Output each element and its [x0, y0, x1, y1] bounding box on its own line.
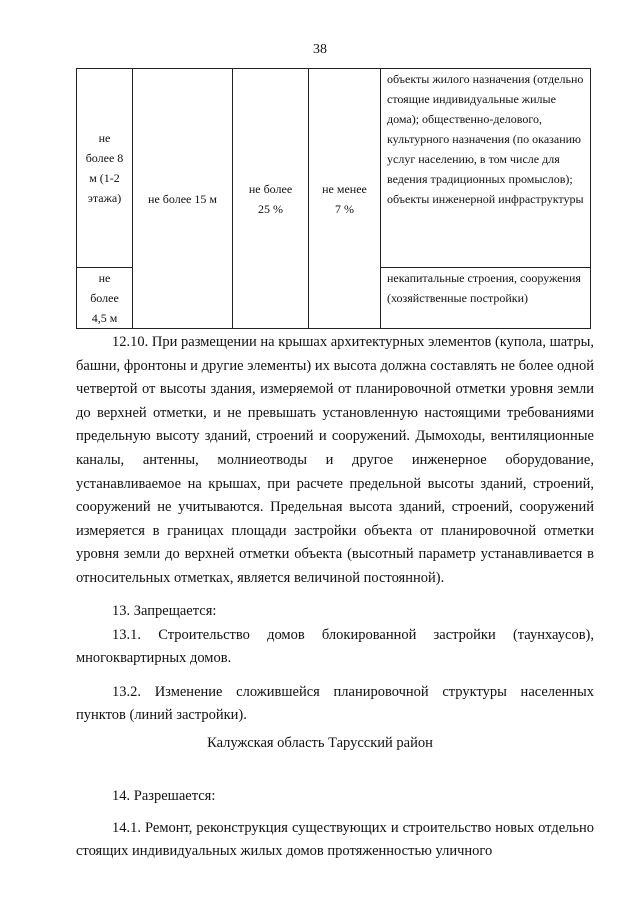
paragraph-14-1: 14.1. Ремонт, реконструкция существующих и строительство новых отдельно стоящих индивидуальных жилых домов протяженностью уличного	[76, 819, 594, 860]
requirements-table	[76, 68, 591, 329]
paragraph-12-10-block	[76, 331, 594, 591]
page-number: 38	[313, 42, 327, 57]
height-cell: не более 15 м	[133, 69, 233, 329]
section-heading: Калужская область Тарусский район	[207, 735, 433, 751]
floors-cell: не более 4,5 м	[77, 268, 133, 329]
floors-cell: не более 8 м (1-2 этажа)	[77, 69, 133, 268]
paragraph-13-2: 13.2. Изменение сложившейся планировочной структуры населенных пунктов (линий застройки).	[76, 683, 594, 724]
uses-cell: объекты жилого назначения (отдельно стоящие индивидуальные жилые дома); общественно-делового, культурного назначения (по оказанию услуг населению, в том числе для ведения традиционных промыслов); объекты инженерной инфраструктуры	[381, 69, 591, 268]
paragraph-12-10: 12.10. При размещении на крышах архитектурных элементов (купола, шатры, башни, фронтоны и другие элементы) их высота должна составлять не более одной четвертой от высоты здания, измеряемой от планировочной отметки уровня земли до верхней отметки, и не превышать установленную настоящими требованиями предельную высоту зданий, строений и сооружений. Дымоходы, вентиляционные каналы, антенны, молниеотводы и другое инженерное оборудование, устанавливаемое на крышах, при расчете предельной высоты зданий, строений, сооружений не учитываются. Предельная высота зданий, строений, сооружений измеряется в границах площади застройки объекта от планировочной отметки уровня земли до верхней отметки объекта (высотный параметр устанавливается в относительных отметках, является величиной постоянной).	[76, 334, 594, 586]
coverage-cell: не более 25 %	[233, 69, 309, 329]
paragraph-14-block	[76, 785, 594, 864]
landscaping-cell: не менее 7 %	[309, 69, 381, 329]
uses-cell: некапитальные строения, сооружения (хозяйственные постройки)	[381, 268, 591, 329]
paragraph-13: 13. Запрещается:	[112, 603, 217, 619]
paragraph-13-1: 13.1. Строительство домов блокированной застройки (таунхаусов), многоквартирных домов.	[76, 626, 594, 667]
paragraph-14: 14. Разрешается:	[112, 788, 216, 804]
table-row	[77, 69, 591, 268]
paragraph-13-block	[76, 600, 594, 728]
